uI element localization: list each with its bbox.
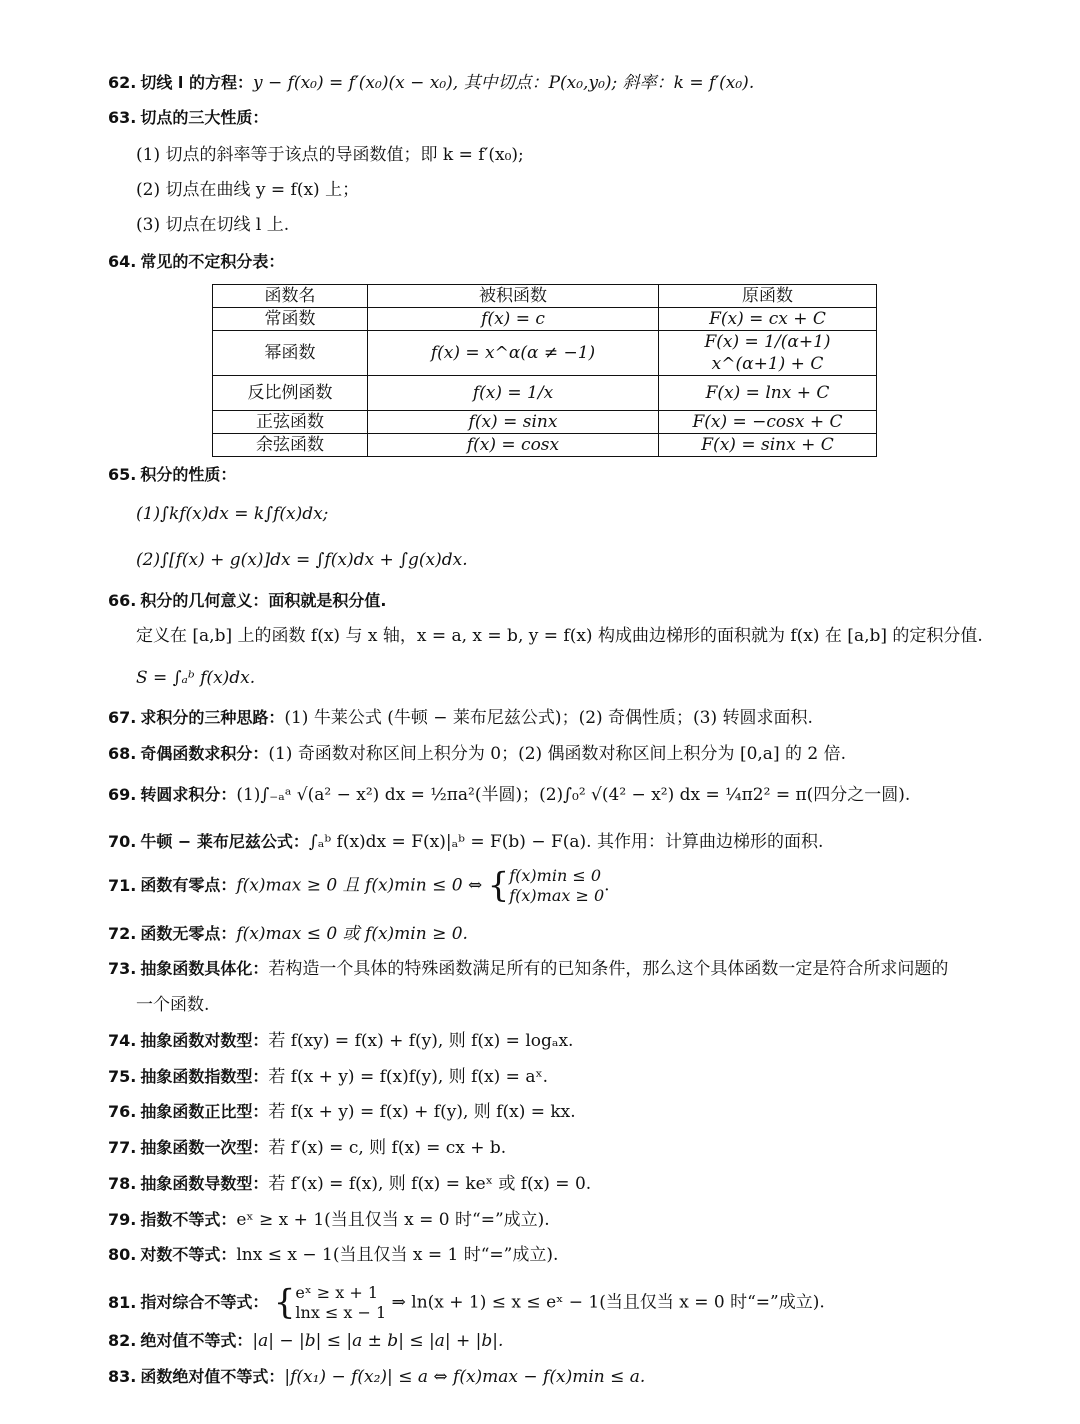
item-73-continuation: 一个函数. bbox=[136, 995, 210, 1015]
item-63-sub-2: (2) 切点在曲线 y = f(x) 上； bbox=[136, 180, 360, 200]
item-66: 66. 积分的几何意义：面积就是积分值. bbox=[108, 591, 387, 610]
item-63-sub-1: (1) 切点的斜率等于该点的导函数值；即 k = f′(x₀); bbox=[136, 145, 524, 165]
table-row bbox=[213, 308, 877, 331]
item-63-sub-3: (3) 切点在切线 l 上. bbox=[136, 215, 290, 235]
table-header: 函数名 bbox=[213, 285, 368, 308]
table-row bbox=[213, 331, 877, 376]
brace-icon: { bbox=[273, 1282, 296, 1323]
table-cell: 正弦函数 bbox=[213, 411, 368, 434]
table-cell: f(x) = 1/x bbox=[368, 376, 659, 411]
integral-table bbox=[212, 284, 877, 457]
system-of-conditions: f(x)min ≤ 0 f(x)max ≥ 0 bbox=[509, 866, 605, 905]
item-76: 76. 抽象函数正比型：若 f(x + y) = f(x) + f(y), 则 f(x) = kx. bbox=[108, 1102, 576, 1122]
item-72: 72. 函数无零点：f(x)max ≤ 0 或 f(x)min ≥ 0. bbox=[108, 924, 468, 944]
table-row bbox=[213, 411, 877, 434]
table-cell: f(x) = cosx bbox=[368, 434, 659, 457]
table-header: 原函数 bbox=[659, 285, 877, 308]
table-cell: F(x) = 1/(α+1) x^(α+1) + C bbox=[659, 331, 877, 376]
item-65-sub-2: (2)∫[f(x) + g(x)]dx = ∫f(x)dx + ∫g(x)dx. bbox=[136, 550, 468, 570]
system-of-inequalities: eˣ ≥ x + 1 lnx ≤ x − 1 bbox=[295, 1283, 387, 1322]
table-cell: F(x) = sinx + C bbox=[659, 434, 877, 457]
item-71: 71. 函数有零点：f(x)max ≥ 0 且 f(x)min ≤ 0 ⇔ { f(x)min ≤ 0 f(x)max ≥ 0 . bbox=[108, 865, 610, 906]
table-cell: 反比例函数 bbox=[213, 376, 368, 411]
item-64: 64. 常见的不定积分表： bbox=[108, 252, 285, 271]
table-cell: F(x) = −cosx + C bbox=[659, 411, 877, 434]
item-77: 77. 抽象函数一次型：若 f′(x) = c, 则 f(x) = cx + b. bbox=[108, 1138, 507, 1158]
item-69: 69. 转圆求积分：(1)∫₋ₐᵃ √(a² − x²) dx = ½πa²(半圆)；(2)∫₀² √(4² − x²) dx = ¼π2² = π(四分之一圆). bbox=[108, 785, 911, 805]
item-80: 80. 对数不等式：lnx ≤ x − 1(当且仅当 x = 1 时“=”成立). bbox=[108, 1245, 559, 1265]
table-row bbox=[213, 376, 877, 411]
table-cell: f(x) = x^α(α ≠ −1) bbox=[368, 331, 659, 376]
item-79: 79. 指数不等式：eˣ ≥ x + 1(当且仅当 x = 0 时“=”成立). bbox=[108, 1210, 550, 1230]
item-62: 62. 切线 l 的方程：y − f(x₀) = f′(x₀)(x − x₀), 其中切点：P(x₀,y₀); 斜率：k = f′(x₀). bbox=[108, 73, 755, 93]
item-65-sub-1: (1)∫kf(x)dx = k∫f(x)dx; bbox=[136, 504, 329, 524]
item-74: 74. 抽象函数对数型：若 f(xy) = f(x) + f(y), 则 f(x) = logₐx. bbox=[108, 1031, 574, 1051]
item-78: 78. 抽象函数导数型：若 f′(x) = f(x), 则 f(x) = keˣ 或 f(x) = 0. bbox=[108, 1174, 592, 1194]
item-82: 82. 绝对值不等式：|a| − |b| ≤ |a ± b| ≤ |a| + |b|. bbox=[108, 1331, 504, 1351]
table-cell: f(x) = c bbox=[368, 308, 659, 331]
table-header-row bbox=[213, 285, 877, 308]
table-cell: 余弦函数 bbox=[213, 434, 368, 457]
table-header: 被积函数 bbox=[368, 285, 659, 308]
brace-icon: { bbox=[487, 865, 510, 906]
table-row bbox=[213, 434, 877, 457]
item-81: 81. 指对综合不等式： { eˣ ≥ x + 1 lnx ≤ x − 1 ⇒ ln(x + 1) ≤ x ≤ eˣ − 1(当且仅当 x = 0 时“=”成立). bbox=[108, 1282, 825, 1323]
item-65: 65. 积分的性质： bbox=[108, 465, 237, 484]
item-66-sub-1: 定义在 [a,b] 上的函数 f(x) 与 x 轴，x = a, x = b, y = f(x) 构成曲边梯形的面积就为 f(x) 在 [a,b] 的定积分值. bbox=[136, 626, 983, 646]
item-75: 75. 抽象函数指数型：若 f(x + y) = f(x)f(y), 则 f(x) = aˣ. bbox=[108, 1067, 549, 1087]
table-cell: F(x) = lnx + C bbox=[659, 376, 877, 411]
item-63: 63. 切点的三大性质： bbox=[108, 108, 269, 127]
table-cell: 常函数 bbox=[213, 308, 368, 331]
item-83: 83. 函数绝对值不等式：|f(x₁) − f(x₂)| ≤ a ⇔ f(x)max − f(x)min ≤ a. bbox=[108, 1367, 646, 1387]
item-73: 73. 抽象函数具体化：若构造一个具体的特殊函数满足所有的已知条件，那么这个具体函数一定是符合所求问题的 bbox=[108, 959, 949, 979]
item-67: 67. 求积分的三种思路：(1) 牛莱公式 (牛顿 − 莱布尼兹公式)；(2) 奇偶性质；(3) 转圆求面积. bbox=[108, 708, 813, 728]
table-cell: f(x) = sinx bbox=[368, 411, 659, 434]
item-68: 68. 奇偶函数求积分：(1) 奇函数对称区间上积分为 0；(2) 偶函数对称区间上积分为 [0,a] 的 2 倍. bbox=[108, 744, 847, 764]
table-cell: 幂函数 bbox=[213, 331, 368, 376]
item-66-sub-2: S = ∫ₐᵇ f(x)dx. bbox=[136, 668, 256, 688]
item-70: 70. 牛顿 − 莱布尼兹公式：∫ₐᵇ f(x)dx = F(x)|ₐᵇ = F(b) − F(a). 其作用：计算曲边梯形的面积. bbox=[108, 832, 824, 852]
table-cell: F(x) = cx + C bbox=[659, 308, 877, 331]
